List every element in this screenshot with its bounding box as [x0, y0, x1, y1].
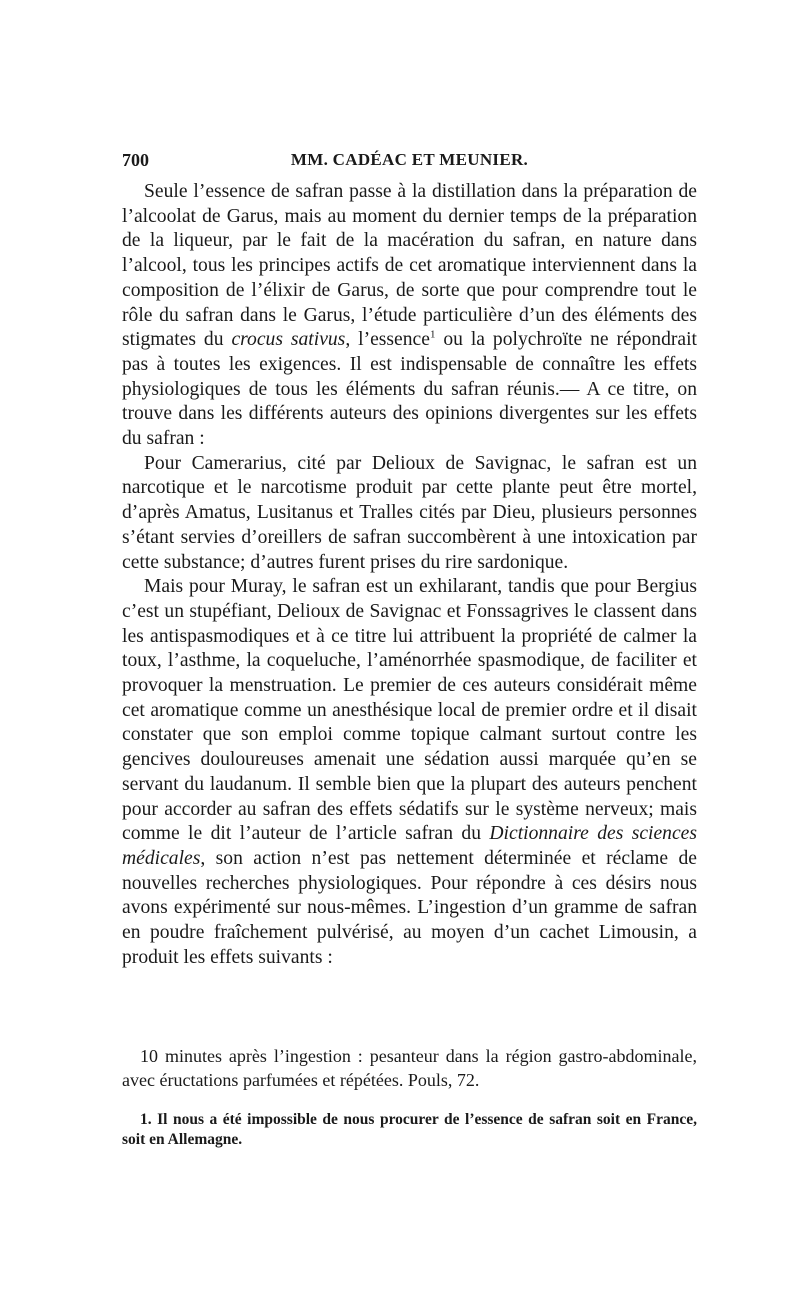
paragraph-3-text-b: , son action n’est pas nettement déterminée et réclame de nouvelles recherches physiologiques. Pour répondre à ces désirs nous avons expérimenté sur nous-mêmes. L’ingestion d’un gramme de safran en poudre fraîchement pulvérisé, au moyen d’un cachet Limousin, a produit les effets suivants : — [122, 847, 697, 968]
paragraph-1-text-b: , l’essence — [345, 329, 430, 351]
footnote-reference: 1 — [429, 328, 436, 341]
paragraph-1-text-c: ou la polychroïte ne répondrait pas à toutes les exigences. Il est indispensable de connaître les effets physiologiques de tous les éléments du safran réunis.— A ce titre, on trouve dans les différents auteurs des opinions divergentes sur les effets du safran : — [122, 329, 697, 450]
footnote-block — [122, 1110, 697, 1150]
paragraph-1 — [122, 180, 697, 452]
observation-block — [122, 1044, 697, 1092]
running-head: MM. CADÉAC ET MEUNIER. — [290, 150, 529, 169]
paragraph-3-text-a: Mais pour Muray, le safran est un exhilarant, tandis que pour Bergius c’est un stupéfiant, Delioux de Savignac et Fonssagrives le classent dans les antispasmodiques et à ce titre lui attribuent la propriété de calmer la toux, l’asthme, la coqueluche, l’aménorrhée spasmodique, de faciliter et provoquer la menstruation. Le premier de ces auteurs considérait même cet aromatique comme un anesthésique local de premier ordre et il disait constater que son emploi comme topique calmant surtout contre les gencives douloureuses amenait une sédation aussi marquée qu’en se servant du laudanum. Il semble bien que la plupart des auteurs penchent pour accorder au safran des effets sédatifs sur le système nerveux; mais comme le dit l’auteur de l’article safran du — [122, 576, 697, 845]
page-number: 700 — [122, 150, 149, 170]
paragraph-2: Pour Camerarius, cité par Delioux de Savignac, le safran est un narcotique et le narcotisme produit par cette plante peut être mortel, d’après Amatus, Lusitanus et Tralles cités par Dieu, plusieurs personnes s’étant servies d’oreillers de safran succombèrent à une intoxication par cette substance; d’autres furent prises du rire sardonique. — [122, 452, 697, 573]
italic-title-dictionnaire: Dictionnaire des sciences médicales — [122, 823, 697, 869]
observation-entry: 10 minutes après l’ingestion : pesanteur dans la région gastro-abdominale, avec éructations parfumées et répétées. Pouls, 72. — [122, 1046, 697, 1090]
paragraph-3 — [122, 575, 697, 970]
main-text — [122, 180, 697, 971]
italic-term-crocus-sativus: crocus sativus — [231, 329, 346, 351]
page-header — [122, 150, 697, 174]
footnote-text: 1. Il nous a été impossible de nous procurer de l’essence de safran soit en France, soit en Allemagne. — [122, 1111, 697, 1148]
paragraph-1-text-a: Seule l’essence de safran passe à la distillation dans la préparation de l’alcoolat de Garus, mais au moment du dernier temps de la préparation de la liqueur, par le fait de la macération du safran, en nature dans l’alcool, tous les principes actifs de cet aromatique interviennent dans la composition de l’élixir de Garus, de sorte que pour comprendre tout le rôle du safran dans le Garus, l’étude particulière d’un des éléments des stigmates du — [122, 181, 697, 351]
